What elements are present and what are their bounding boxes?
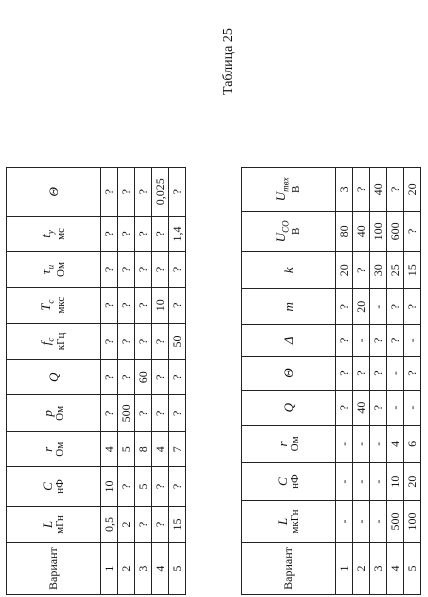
table-cell: 30: [370, 252, 387, 289]
table-cell: ?: [169, 252, 186, 287]
column-header: [7, 395, 101, 432]
table-cell: -: [370, 501, 387, 543]
table-cell: 15: [169, 506, 186, 542]
column-header: [7, 506, 101, 542]
table-cell: -: [336, 463, 353, 501]
table-cell: ?: [135, 252, 152, 287]
table-25: [241, 167, 421, 595]
header-row: [7, 168, 101, 595]
table-cell: ?: [404, 211, 421, 251]
table-cell: ?: [169, 360, 186, 395]
table-cell: ?: [353, 252, 370, 289]
table-cell: 4: [101, 432, 118, 467]
table-cell: ?: [387, 168, 404, 212]
column-header: [242, 252, 336, 289]
table-24-block: [6, 167, 186, 595]
column-unit: мс: [55, 228, 68, 240]
column-symbol: m: [280, 302, 296, 312]
table-cell: ?: [135, 216, 152, 252]
table-cell: ?: [353, 356, 370, 390]
table-cell: -: [353, 325, 370, 357]
column-unit: мкс: [55, 296, 68, 314]
variant-number: 2: [353, 542, 370, 594]
table-cell: 4: [387, 425, 404, 462]
table-cell: 0,5: [101, 506, 118, 542]
table-row: [370, 168, 387, 595]
table-cell: ?: [336, 289, 353, 325]
table-cell: ?: [101, 395, 118, 432]
table-cell: ?: [152, 360, 169, 395]
table-cell: 20: [353, 289, 370, 325]
table-25-block: [221, 28, 421, 595]
table-cell: 40: [353, 390, 370, 425]
column-header: [242, 289, 336, 325]
table-cell: ?: [169, 168, 186, 217]
column-symbol: $t_у$: [38, 230, 56, 238]
column-unit: нФ: [288, 474, 301, 489]
table-cell: ?: [152, 252, 169, 287]
table-cell: ?: [152, 216, 169, 252]
table-cell: -: [353, 425, 370, 462]
table-row: [353, 168, 370, 595]
table-cell: -: [353, 501, 370, 543]
table-cell: ?: [370, 390, 387, 425]
table-cell: -: [353, 463, 370, 501]
table-cell: 10: [152, 287, 169, 323]
column-unit: нФ: [53, 479, 66, 494]
table-row: [169, 168, 186, 595]
column-header: [242, 211, 336, 251]
variant-header: Вариант: [242, 542, 336, 594]
column-unit: Ом: [55, 262, 68, 277]
table-cell: 600: [387, 211, 404, 251]
column-header: [7, 360, 101, 395]
table-cell: ?: [101, 252, 118, 287]
table-cell: ?: [370, 356, 387, 390]
column-symbol: C: [274, 477, 290, 486]
table-25-caption: Таблица 25: [221, 28, 236, 95]
table-cell: ?: [152, 467, 169, 507]
column-unit: Ом: [53, 405, 66, 421]
table-cell: ?: [387, 325, 404, 357]
table-cell: ?: [404, 356, 421, 390]
table-cell: ?: [336, 325, 353, 357]
column-unit: В: [290, 227, 303, 235]
column-symbol: $U_{CO}$: [273, 220, 291, 243]
table-cell: ?: [118, 360, 135, 395]
table-cell: 20: [404, 463, 421, 501]
column-symbol: $T_c$: [38, 299, 56, 311]
table-cell: 40: [370, 168, 387, 212]
column-header: [7, 323, 101, 359]
column-symbol: p: [39, 410, 55, 417]
table-cell: ?: [336, 390, 353, 425]
table-row: [387, 168, 404, 595]
column-header: [7, 216, 101, 252]
table-cell: ?: [169, 467, 186, 507]
table-row: [135, 168, 152, 595]
table-cell: ?: [101, 216, 118, 252]
table-cell: 5: [118, 432, 135, 467]
table-cell: ?: [336, 356, 353, 390]
table-cell: -: [404, 390, 421, 425]
table-cell: ?: [118, 168, 135, 217]
table-cell: 5: [135, 467, 152, 507]
column-header: [7, 467, 101, 507]
column-unit: кГц: [55, 332, 68, 351]
table-24-caption: [0, 28, 2, 95]
column-symbol: Δ: [280, 336, 296, 345]
table-cell: 25: [387, 252, 404, 289]
table-cell: -: [370, 425, 387, 462]
column-header: [242, 168, 336, 212]
column-unit: В: [290, 185, 303, 193]
table-cell: ?: [135, 323, 152, 359]
variant-number: 2: [118, 543, 135, 595]
table-cell: ?: [101, 360, 118, 395]
header-row: [242, 168, 336, 595]
table-cell: ?: [370, 325, 387, 357]
table-cell: ?: [101, 323, 118, 359]
column-symbol: $U_{mвх}$: [273, 177, 291, 202]
table-cell: 60: [135, 360, 152, 395]
variant-header: Вариант: [7, 543, 101, 595]
column-symbol: Θ: [45, 187, 61, 197]
table-row: [404, 168, 421, 595]
column-symbol: k: [280, 267, 296, 274]
table-cell: -: [387, 390, 404, 425]
table-cell: ?: [118, 467, 135, 507]
table-cell: 80: [336, 211, 353, 251]
column-unit: мкГн: [288, 509, 301, 534]
table-cell: 10: [101, 467, 118, 507]
column-symbol: L: [274, 517, 290, 526]
table-cell: 10: [387, 463, 404, 501]
column-header: [7, 252, 101, 287]
table-cell: 4: [152, 432, 169, 467]
column-symbol: r: [274, 441, 290, 447]
column-symbol: $f_c$: [38, 337, 56, 346]
variant-number: 5: [404, 542, 421, 594]
table-row: [118, 168, 135, 595]
table-cell: -: [387, 356, 404, 390]
column-symbol: $\tau_и$: [38, 264, 56, 275]
table-cell: ?: [135, 395, 152, 432]
variant-number: 3: [370, 542, 387, 594]
table-cell: ?: [118, 323, 135, 359]
variant-number: 1: [336, 542, 353, 594]
variant-number: 4: [387, 542, 404, 594]
table-cell: 40: [353, 211, 370, 251]
table-row: [101, 168, 118, 595]
column-symbol: Θ: [280, 368, 296, 378]
table-cell: 2: [118, 506, 135, 542]
table-cell: ?: [118, 287, 135, 323]
variant-number: 1: [101, 543, 118, 595]
column-header: [242, 325, 336, 357]
table-cell: 15: [404, 252, 421, 289]
table-row: [336, 168, 353, 595]
table-cell: 500: [387, 501, 404, 543]
table-cell: ?: [101, 287, 118, 323]
table-cell: 20: [404, 168, 421, 212]
variant-number: 4: [152, 543, 169, 595]
column-unit: Ом: [288, 436, 301, 452]
table-cell: 0,025: [152, 168, 169, 217]
column-unit: мГн: [53, 515, 66, 534]
table-cell: 8: [135, 432, 152, 467]
table-cell: ?: [118, 216, 135, 252]
table-cell: 100: [404, 501, 421, 543]
table-cell: 100: [370, 211, 387, 251]
column-symbol: L: [39, 520, 55, 529]
table-cell: 50: [169, 323, 186, 359]
column-symbol: Q: [280, 402, 296, 413]
table-cell: -: [336, 501, 353, 543]
column-header: [242, 501, 336, 543]
variant-number: 5: [169, 543, 186, 595]
column-header: [7, 287, 101, 323]
table-cell: 20: [336, 252, 353, 289]
table-cell: ?: [135, 287, 152, 323]
table-cell: ?: [169, 395, 186, 432]
table-cell: ?: [169, 287, 186, 323]
column-header: [242, 425, 336, 462]
column-header: [7, 432, 101, 467]
table-cell: ?: [152, 323, 169, 359]
table-cell: ?: [118, 252, 135, 287]
table-cell: ?: [101, 168, 118, 217]
table-cell: -: [336, 425, 353, 462]
table-row: [152, 168, 169, 595]
column-unit: Ом: [53, 441, 66, 457]
table-cell: -: [370, 289, 387, 325]
table-cell: ?: [135, 506, 152, 542]
table-cell: -: [370, 463, 387, 501]
table-cell: 1,4: [169, 216, 186, 252]
table-cell: 500: [118, 395, 135, 432]
table-cell: 6: [404, 425, 421, 462]
table-cell: ?: [152, 395, 169, 432]
table-cell: -: [404, 325, 421, 357]
table-cell: 3: [336, 168, 353, 212]
table-cell: ?: [353, 168, 370, 212]
column-symbol: Q: [45, 372, 61, 382]
column-header: [242, 356, 336, 390]
table-cell: ?: [404, 289, 421, 325]
column-symbol: r: [39, 446, 55, 452]
variant-number: 3: [135, 543, 152, 595]
table-cell: 7: [169, 432, 186, 467]
table-cell: ?: [152, 506, 169, 542]
column-header: [7, 168, 101, 217]
column-header: [242, 390, 336, 425]
table-cell: ?: [135, 168, 152, 217]
column-header: [242, 463, 336, 501]
table-24: [6, 167, 186, 595]
column-symbol: C: [39, 482, 55, 491]
table-cell: ?: [387, 289, 404, 325]
